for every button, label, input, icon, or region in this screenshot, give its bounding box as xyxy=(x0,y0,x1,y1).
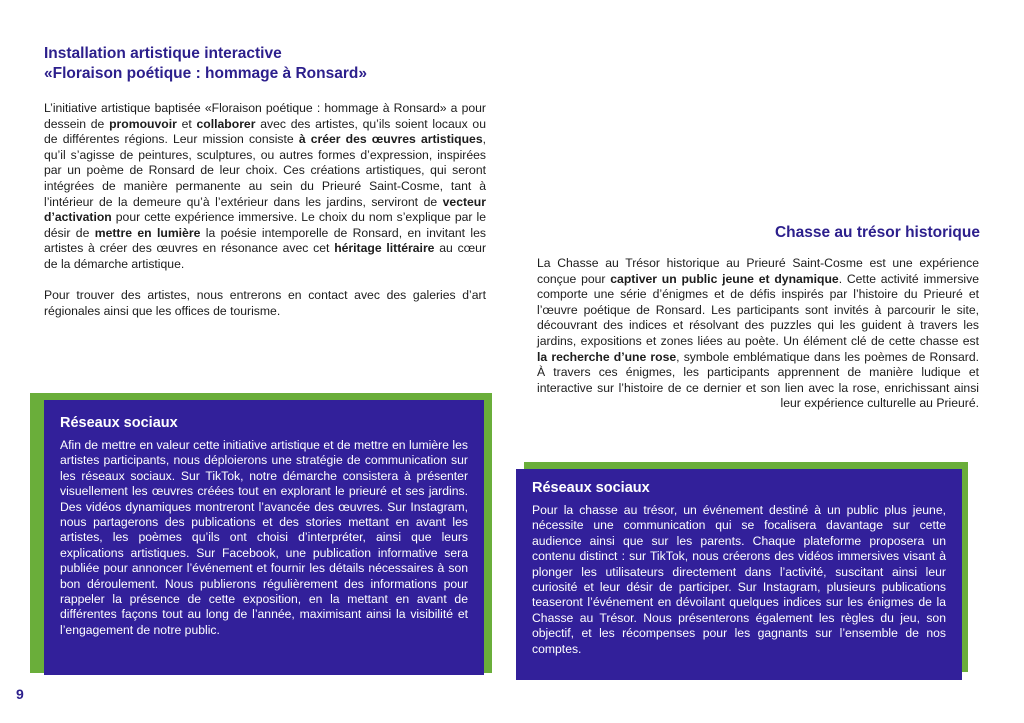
panel-text-right: Pour la chasse au trésor, un événement destiné à un public plus jeune, nécessite une communication qui se focalisera davantage sur cette audience ainsi que sur les parents. Chaque plateforme proposera un contenu distinct : sur TikTok, nous créerons des vidéos immersives visant à plonger les utilisateurs directement dans l’activité, suscitant ainsi leur curiosité et leur désir de participer. Sur Instagram, plusieurs publications teaseront l’événement en dévoilant quelques indices sur les énigmes de la Chasse au Trésor. Nous présenterons également les règles du jeu, son objectif, et les récompenses pour les gagnants sur l’ensemble de nos comptes. xyxy=(532,503,946,656)
section-title-installation xyxy=(44,44,504,84)
panel-text-left: Afin de mettre en valeur cette initiative artistique et de mettre en lumière les artistes participants, nous déploierons une stratégie de communication sur les réseaux sociaux. Sur TikTok, notre démarche consistera à présenter visuellement les œuvres créées tout en explorant le prieuré et ses jardins. Des vidéos dynamiques montreront l’avancée des œuvres. Sur Instagram, nous partagerons des publications et des stories mettant en avant les artistes, les poèmes qu’ils ont choisi d’interpréter, ainsi que leurs explications artistiques. Sur Facebook, une publication informative sera publiée pour annoncer l’événement et fournir les détails nécessaires à son bon déroulement. Nous publierons régulièrement des informations pour rappeler la présence de cette exposition, en la mettant en avant de différentes façons tout au long de l’année, maximisant ainsi la visibilité et l’engagement de notre public. xyxy=(60,438,468,637)
installation-paragraph-2: Pour trouver des artistes, nous entrerons en contact avec des galeries d’art régionales ainsi que les offices de tourisme. xyxy=(44,288,486,318)
treasure-hunt-paragraph: La Chasse au Trésor historique au Prieuré Saint-Cosme est une expérience conçue pour captiver un public jeune et dynamique. Cette activité immersive comporte une série d’énigmes et de défis inspirés par l’histoire du Prieuré et l’œuvre poétique de Ronsard. Les participants sont invités à parcourir le site, découvrant des indices et résolvant des puzzles qui les guident à travers les jardins, expositions et zones liées au poète. Un élément clé de cette chasse est la recherche d’une rose, symbole emblématique dans les poèmes de Ronsard. À travers ces énigmes, les participants apprennent de manière ludique et interactive sur l’histoire de ce dernier et son lien avec la rose, enrichissant ainsi leur expérience culturelle au Prieuré. xyxy=(537,256,979,411)
social-media-panel-left xyxy=(44,400,484,675)
treasure-hunt-body xyxy=(537,256,979,412)
social-media-panel-right xyxy=(516,469,962,680)
panel-title-right: Réseaux sociaux xyxy=(532,480,650,496)
page-number: 9 xyxy=(16,686,24,702)
title-line-1: Installation artistique interactive xyxy=(44,45,282,62)
panel-title-left: Réseaux sociaux xyxy=(60,415,178,431)
installation-paragraph-1: L’initiative artistique baptisée «Floraison poétique : hommage à Ronsard» a pour dessein de promouvoir et collaborer avec des artistes, qu’ils soient locaux ou de différentes régions. Leur mission consiste à créer des œuvres artistiques, qu’il s’agisse de peintures, sculptures, ou autres formes d’expression, inspirées par un poème de Ronsard de leur choix. Ces créations artistiques, qui seront intégrées de manière permanente au sein du Prieuré Saint-Cosme, tant à l’intérieur de la demeure qu’à l’extérieur dans les jardins, serviront de vecteur d’activation pour cette expérience immersive. Le choix du nom s’explique par le désir de mettre en lumière la poésie intemporelle de Ronsard, en invitant les artistes à créer des œuvres en résonance avec cet héritage littéraire au cœur de la démarche artistique. xyxy=(44,101,486,271)
title-line-2: «Floraison poétique : hommage à Ronsard» xyxy=(44,65,367,82)
section-title-treasure-hunt: Chasse au trésor historique xyxy=(774,224,980,241)
installation-body xyxy=(44,101,486,319)
